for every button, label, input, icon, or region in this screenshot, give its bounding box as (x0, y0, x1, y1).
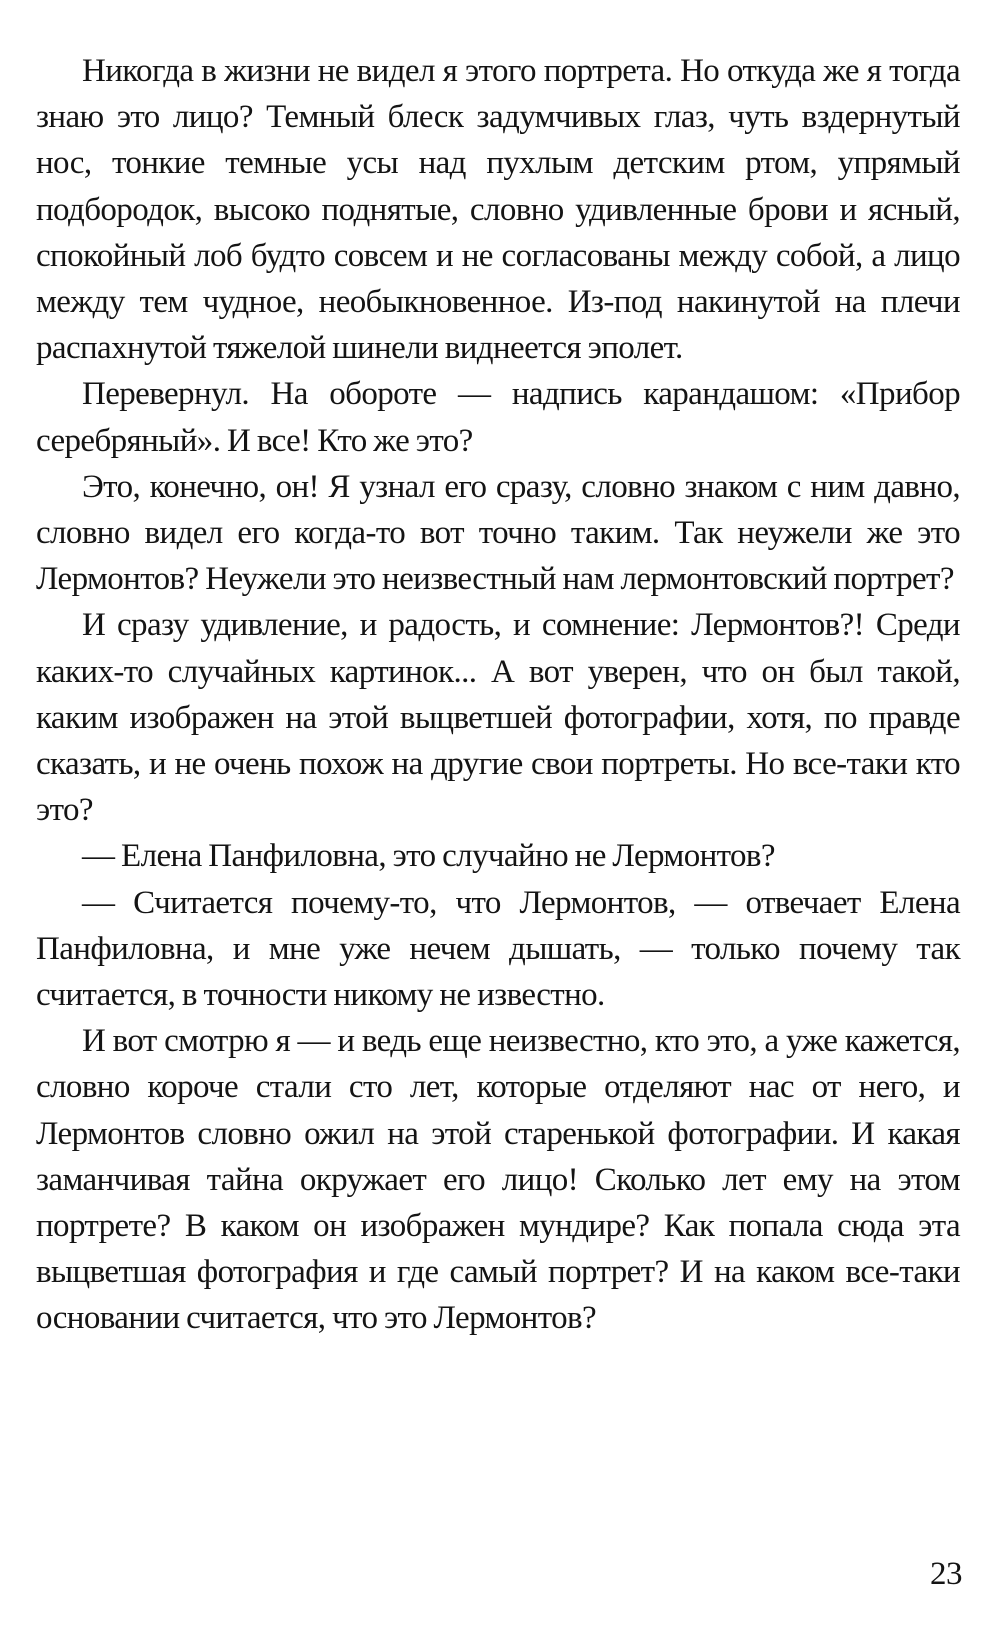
paragraph-5: — Елена Панфиловна, это случайно не Лермонтов? (82, 838, 775, 875)
paragraph-2: Перевернул. На обороте — надпись карандашом: «Прибор серебряный». И все! Кто же это? (36, 376, 960, 459)
paragraph-3: Это, конечно, он! Я узнал его сразу, словно знаком с ним давно, словно видел его когда-то вот точно таким. Так неужели же это Лермонтов? Неужели это неизвестный нам лермонтовский портрет? (36, 468, 960, 598)
page-number: 23 (930, 1556, 962, 1592)
body-text (36, 48, 960, 1342)
paragraph-7: И вот смотрю я — и ведь еще неизвестно, кто это, а уже кажется, словно короче стали сто лет, которые отделяют нас от него, и Лермонтов словно ожил на этой старенькой фотографии. И какая заманчивая тайна окружает его лицо! Сколько лет ему на этом портрете? В каком он изображен мундире? Как попала сюда эта выцветшая фотография и где самый портрет? И на каком все-таки основании считается, что это Лермонтов? (36, 1023, 960, 1337)
paragraph-1: Никогда в жизни не видел я этого портрета. Но откуда же я тогда знаю это лицо? Темный блеск задумчивых глаз, чуть вздернутый нос, тонкие темные усы над пухлым детским ртом, упрямый подбородок, высоко поднятые, словно удивленные брови и ясный, спокойный лоб будто совсем и не согласованы между собой, а лицо между тем чудное, необыкновенное. Из-под накинутой на плечи распахнутой тяжелой шинели виднеется эполет. (36, 53, 960, 367)
paragraph-6: — Считается почему-то, что Лермонтов, — отвечает Елена Панфиловна, и мне уже нечем дышать, — только почему так считается, в точности никому не известно. (36, 884, 960, 1014)
paragraph-4: И сразу удивление, и радость, и сомнение: Лермонтов?! Среди каких-то случайных картинок... А вот уверен, что он был такой, каким изображен на этой выцветшей фотографии, хотя, по правде сказать, и не очень похож на другие свои портреты. Но все-таки кто это? (36, 607, 960, 829)
